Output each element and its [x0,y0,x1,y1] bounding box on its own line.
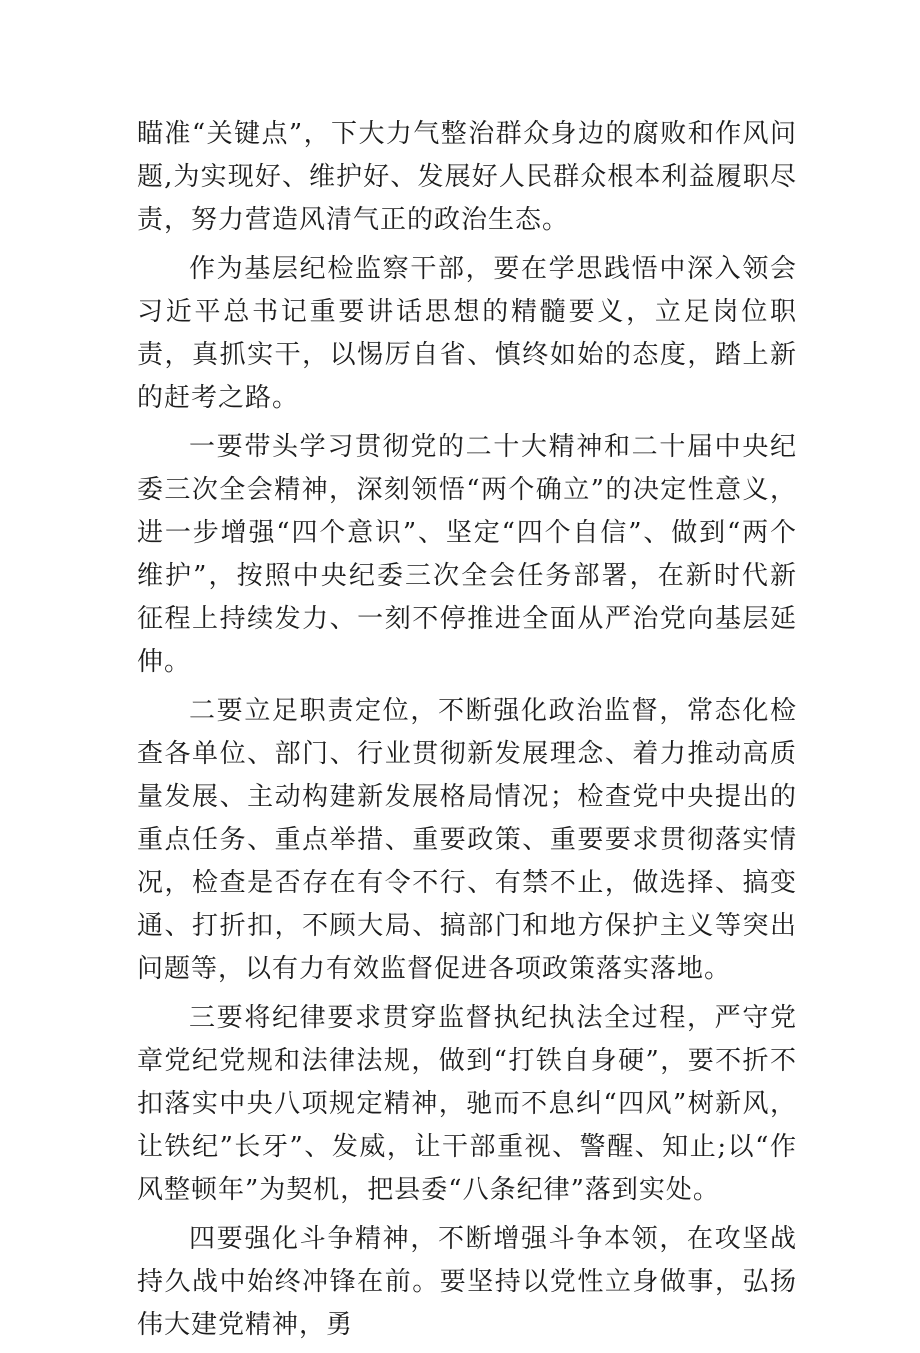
paragraph-cadre-role: 作为基层纪检监察干部，要在学思践悟中深入领会习近平总书记重要讲话思想的精髓要义，立足岗位职责，真抓实干，以惕厉自省、慎终如始的态度，踏上新的赶考之路。 [137,254,797,413]
paragraph-point-three: 三要将纪律要求贯穿监督执纪执法全过程，严守党章党纪党规和法律法规，做到“打铁自身硬”，要不折不扣落实中央八项规定精神，驰而不息纠“四风”树新风，让铁纪”长牙”、发威，让干部重视、警醒、知止;以“作风整顿年”为契机，把县委“八条纪律”落到实处。 [137,1003,797,1205]
paragraph-point-two: 二要立足职责定位，不断强化政治监督，常态化检查各单位、部门、行业贯彻新发展理念、着力推动高质量发展、主动构建新发展格局情况；检查党中央提出的重点任务、重点举措、重要政策、重要要求贯彻落实情况，检查是否存在有令不行、有禁不止，做选择、搞变通、打折扣，不顾大局、搞部门和地方保护主义等突出问题等，以有力有效监督促进各项政策落实落地。 [137,696,797,984]
document-body [137,113,797,1353]
paragraph-continuation: 瞄准“关键点”，下大力气整治群众身边的腐败和作风问题,为实现好、维护好、发展好人民群众根本利益履职尽责，努力营造风清气正的政治生态。 [137,119,797,235]
paragraph-point-four: 四要强化斗争精神，不断增强斗争本领，在攻坚战持久战中始终冲锋在前。要坚持以党性立身做事，弘扬伟大建党精神，勇 [137,1224,797,1340]
paragraph-point-one: 一要带头学习贯彻党的二十大精神和二十届中央纪委三次全会精神，深刻领悟“两个确立”的决定性意义，进一步增强“四个意识”、坚定“四个自信”、做到“两个维护”，按照中央纪委三次全会任务部署，在新时代新征程上持续发力、一刻不停推进全面从严治党向基层延伸。 [137,432,797,677]
